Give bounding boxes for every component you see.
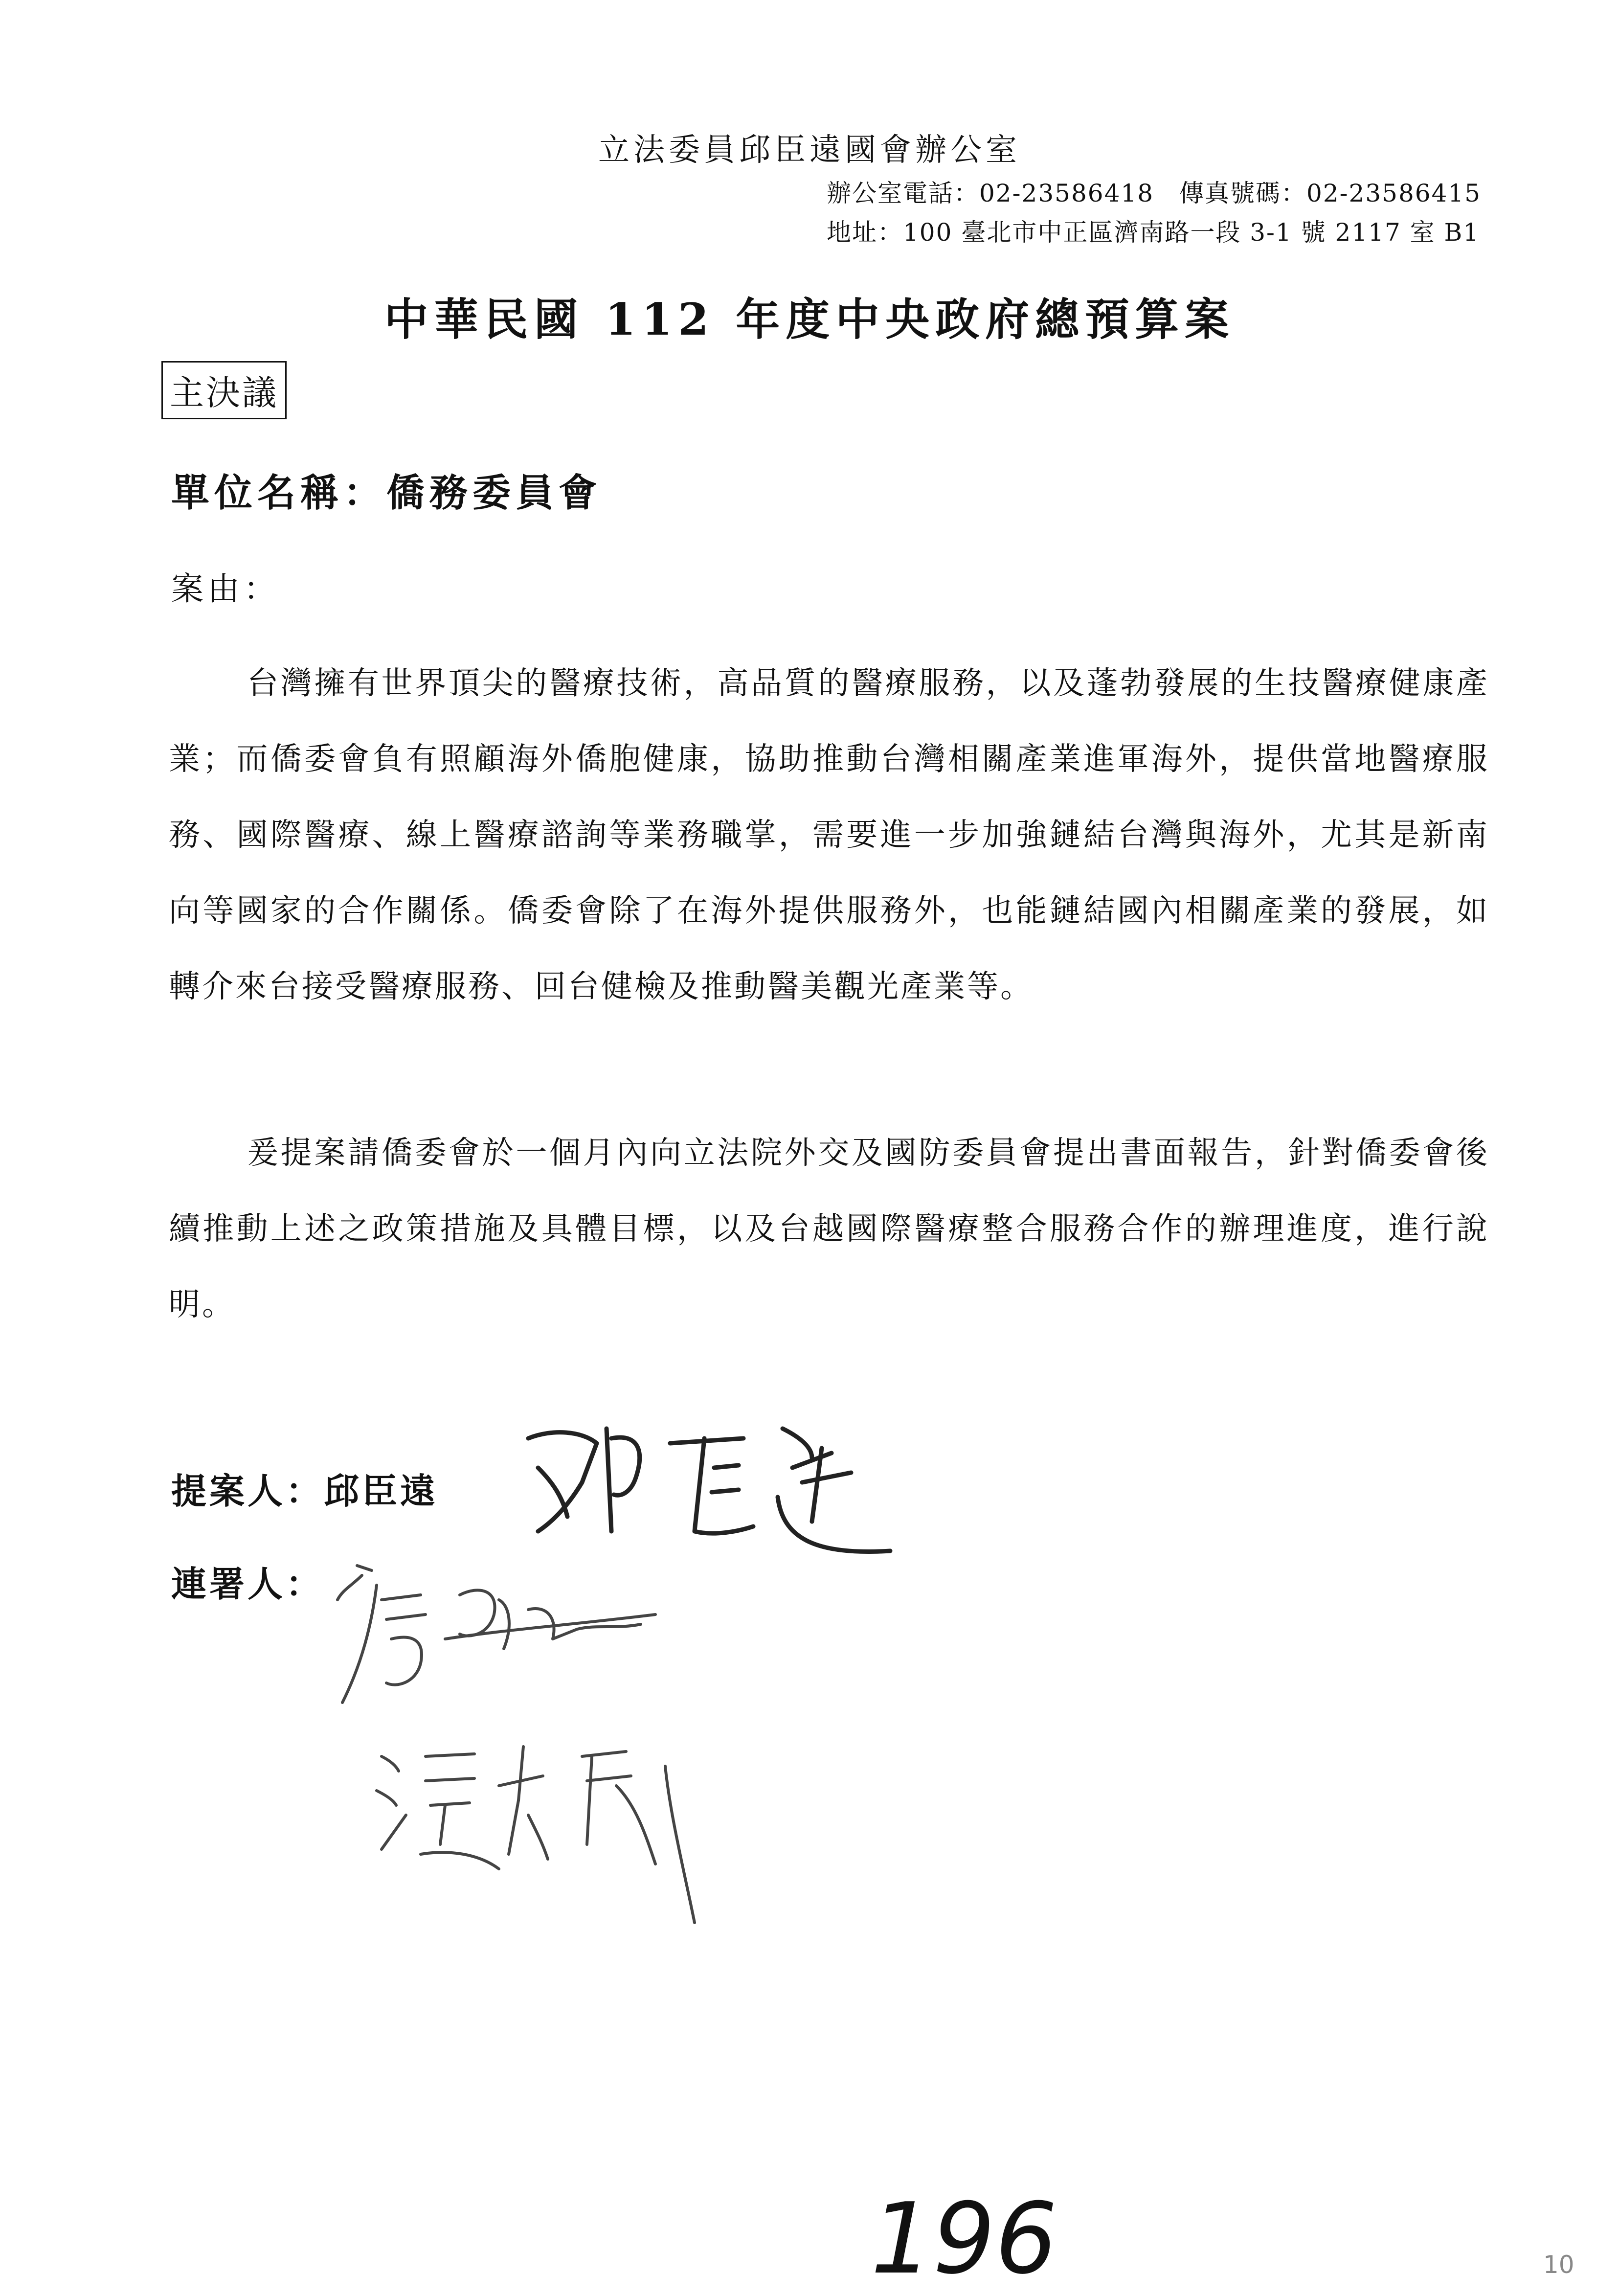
page-number: 196 — [871, 2182, 1057, 2296]
address-line: 地址：100 臺北市中正區濟南路一段 3-1 號 2117 室 B1 — [827, 218, 1480, 247]
motion-type-box: 主決議 — [161, 361, 287, 419]
cosigner-label: 連署人： — [171, 1563, 324, 1605]
contact-line: 辦公室電話：02-23586418 傳真號碼：02-23586415 — [827, 179, 1482, 207]
paragraph-1: 台灣擁有世界頂尖的醫療技術，高品質的醫療服務，以及蓬勃發展的生技醫療健康產業；而僑委會負有照顧海外僑胞健康，協助推動台灣相關產業進軍海外，提供當地醫療服務、國際醫療、線上醫療諮詢等業務職掌，需要進一步加強鏈結台灣與海外，尤其是新南向等國家的合作關係。僑委會除了在海外提供服務外，也能鏈結國內相關產業的發展，如轉介來台接受醫療服務、回台健檢及推動醫美觀光產業等。 — [169, 665, 1489, 1005]
paragraph-2: 爰提案請僑委會於一個月內向立法院外交及國防委員會提出書面報告，針對僑委會後續推動上述之政策措施及具體目標，以及台越國際醫療整合服務合作的辦理進度，進行說明。 — [169, 1135, 1489, 1323]
office-name: 立法委員邱臣遠國會辦公室 — [598, 132, 1021, 168]
corner-mark: 10 — [1543, 2251, 1574, 2279]
document-title: 中華民國 112 年度中央政府總預算案 — [384, 294, 1235, 345]
cosigner-signature-1 — [323, 1556, 665, 1722]
proposer-signature — [509, 1409, 910, 1570]
proposer-label: 提案人：邱臣遠 — [171, 1470, 439, 1512]
unit-name: 單位名稱：僑務委員會 — [171, 471, 602, 515]
reason-label: 案由： — [171, 570, 280, 608]
cosigner-signature-2 — [372, 1727, 714, 1932]
